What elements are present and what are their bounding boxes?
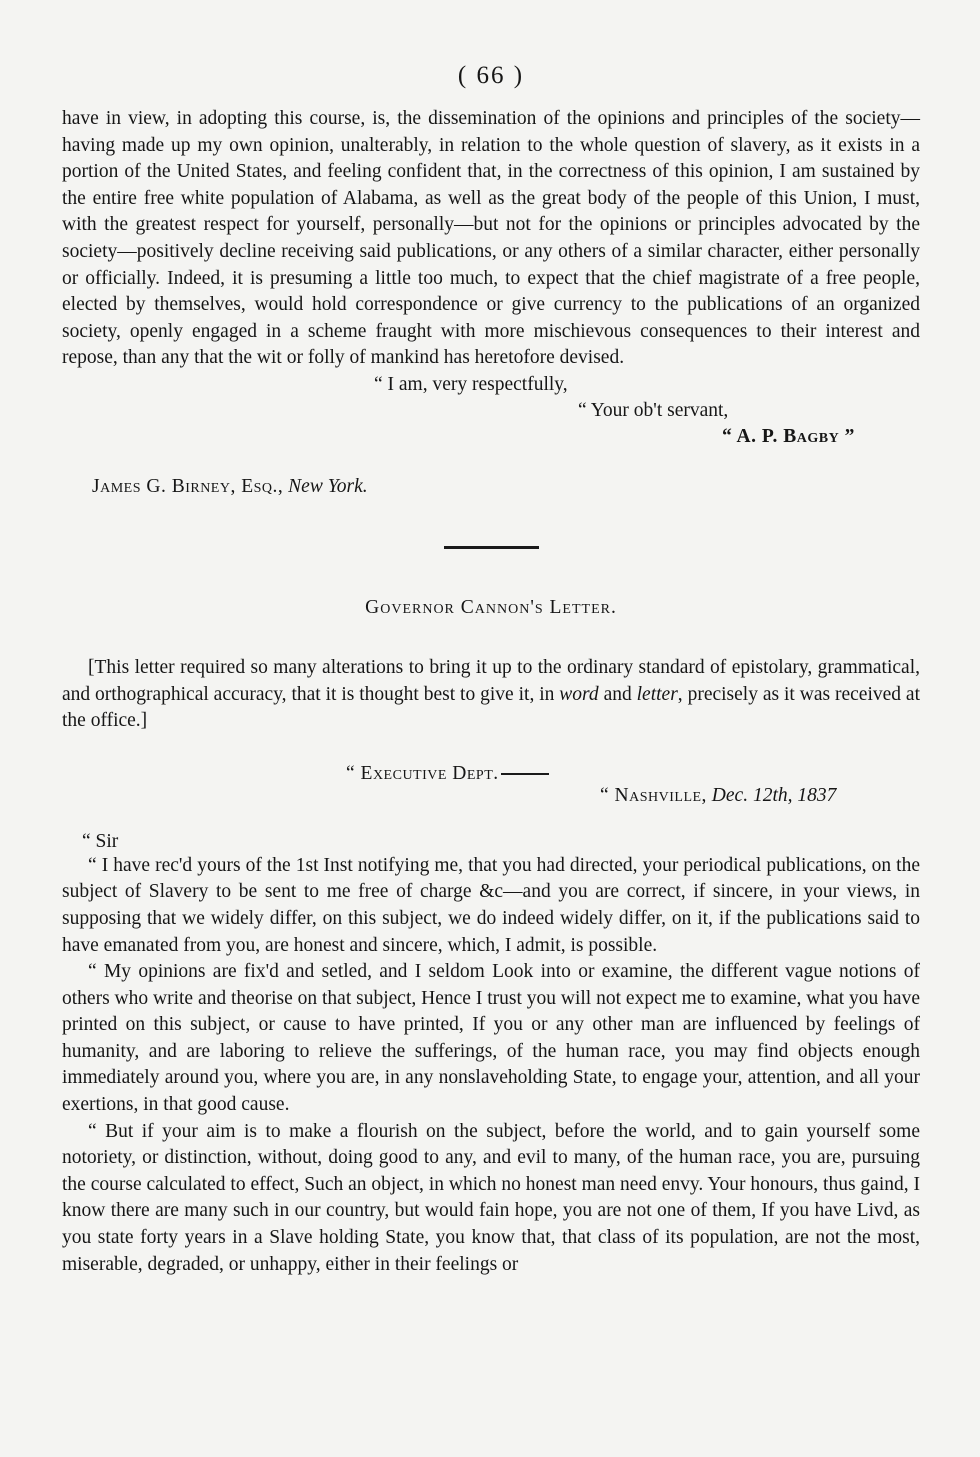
- cannon-paragraph-1: “ I have rec'd yours of the 1st Inst notifying me, that you had directed, your periodical publications, on the subject of Slavery to be sent to me free of charge &c—and you are correct, if sincere, in your views, in supposing that we widely differ, on this subject, we do indeed widely differ, on it, if the publications said to have emanated from you, are honest and sincere, which, I admit, is possible.: [62, 854, 920, 956]
- closing-servant: “ Your ob't servant,: [578, 399, 729, 421]
- dept-line: [62, 763, 920, 785]
- dept-label: “ Executive Dept.: [346, 762, 499, 784]
- dateline-date: Dec. 12th, 1837: [711, 784, 837, 806]
- dateline-place: “ Nashville,: [600, 784, 707, 806]
- dept-dash: [501, 773, 549, 775]
- letter-closing: [62, 372, 920, 450]
- editorial-letter: letter: [636, 683, 678, 705]
- signature: “ A. P. Bagby ”: [722, 425, 855, 447]
- cannon-paragraph-2: “ My opinions are fix'd and setled, and I seldom Look into or examine, the different vague notions of others who write and theorise on that subject, Hence I trust you will not expect me to examine, what you have printed on this subject, or cause to have printed, If you or any other man are influenced by feelings of humanity, and are laboring to relieve the sufferings, of the human race, you may find objects enough immediately around you, where you are, in any nonslaveholding State, to engage your, attention, and all your exertions, in that good cause.: [62, 961, 920, 1116]
- editorial-text-2: and: [598, 683, 637, 705]
- page-number: ( 66 ): [457, 62, 525, 89]
- editorial-word: word: [559, 683, 599, 705]
- salutation: “ Sir: [82, 830, 119, 852]
- addressee-place: New York.: [288, 475, 368, 497]
- section-divider: [444, 546, 539, 549]
- editorial-text-1: [This letter required so many alterations to bring it up to the ordinary standard of epistolary, grammatical, and orthographical accuracy, that it is thought best to give it, in: [62, 656, 920, 705]
- bagby-letter-paragraph: have in view, in adopting this course, is, the dissemination of the opinions and principles of the society—having made up my own opinion, unalterably, in relation to the whole question of slavery, as it exists in a portion of the United States, and feeling confident that, in the correctness of this opinion, I am sustained by the entire free white population of Alabama, as well as the great body of the people of this Union, I must, with the greatest respect for yourself, personally—but not for the opinions or principles advocated by the society—positively decline receiving said publications, or any others of a similar character, either personally or officially. Indeed, it is presuming a little too much, to expect that the chief magistrate of a free people, elected by themselves, would hold correspondence or give currency to the publications of an organized society, openly engaged in a scheme fraught with more mischievous consequences to their interest and repose, than any that the wit or folly of mankind has heretofore devised.: [62, 108, 920, 369]
- editorial-note: [62, 655, 920, 735]
- dateline: [62, 785, 920, 807]
- addressee: [62, 476, 920, 498]
- section-heading: Governor Cannon's Letter.: [365, 596, 617, 618]
- addressee-name: James G. Birney, Esq.,: [92, 475, 284, 497]
- cannon-paragraph-3: “ But if your aim is to make a flourish on the subject, before the world, and to gain yourself some notoriety, or distinction, without, doing good to any, and evil to many, of the human race, you are, pursuing the course calculated to effect, Such an object, in which no honest man need envy. Your honours, thus gaind, I know there are many such in our country, but would fain hope, you are not one of them, If you have Livd, as you state forty years in a Slave holding State, you know that, that class of its population, are not the most, miserable, degraded, or unhappy, either in their feelings or: [62, 1120, 920, 1275]
- closing-respectfully: “ I am, very respectfully,: [374, 373, 568, 395]
- editorial-text-3: , precisely as it was received at the office.]: [62, 683, 920, 732]
